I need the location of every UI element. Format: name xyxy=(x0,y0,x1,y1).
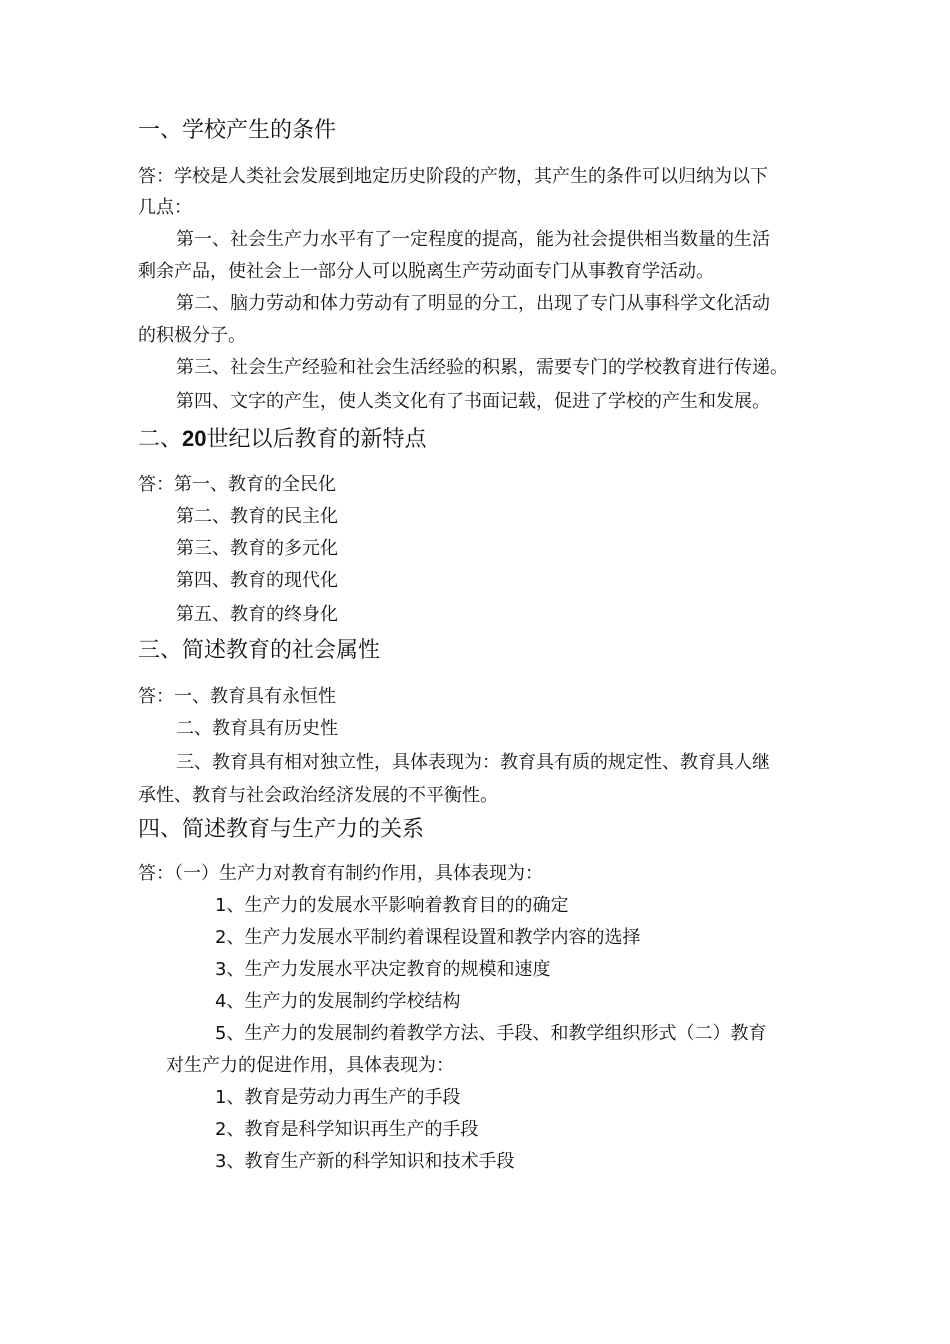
section-2-heading-number: 20 xyxy=(182,426,207,451)
section-4-heading: 四、简述教育与生产力的关系 xyxy=(138,817,425,842)
section-4-line-7: 对生产力的促进作用，具体表现为： xyxy=(166,1055,454,1076)
section-1-line-7: 第三、社会生产经验和社会生活经验的积累，需要专门的学校教育进行传递。 xyxy=(176,357,788,378)
section-4-line-5: 4、生产力的发展制约学校结构 xyxy=(215,991,461,1012)
section-1-line-8: 第四、文字的产生，使人类文化有了书面记载，促进了学校的产生和发展。 xyxy=(176,391,770,412)
section-2-heading-prefix: 二、 xyxy=(138,427,183,452)
section-4-line-4: 3、生产力发展水平决定教育的规模和速度 xyxy=(215,959,551,980)
section-4-line-10: 3、教育生产新的科学知识和技术手段 xyxy=(215,1151,515,1172)
section-3-line-3: 三、教育具有相对独立性，具体表现为：教育具有质的规定性、教育具人继 xyxy=(176,752,770,773)
section-4-line-8: 1、教育是劳动力再生产的手段 xyxy=(215,1087,461,1108)
section-3-line-2: 二、教育具有历史性 xyxy=(176,718,338,739)
section-3-heading: 三、简述教育的社会属性 xyxy=(138,638,381,663)
section-1-line-4: 剩余产品，使社会上一部分人可以脱离生产劳动面专门从事教育学活动。 xyxy=(138,261,714,282)
section-2-heading-suffix: 世纪以后教育的新特点 xyxy=(206,427,427,452)
section-4-line-3: 2、生产力发展水平制约着课程设置和教学内容的选择 xyxy=(215,927,641,948)
section-3-line-1: 答：一、教育具有永恒性 xyxy=(138,686,336,707)
section-4-line-2: 1、生产力的发展水平影响着教育目的的确定 xyxy=(215,895,569,916)
section-1-line-1: 答：学校是人类社会发展到地定历史阶段的产物，其产生的条件可以归纳为以下 xyxy=(138,166,768,187)
section-2-line-5: 第五、教育的终身化 xyxy=(176,604,338,625)
section-3-line-4: 承性、教育与社会政治经济发展的不平衡性。 xyxy=(138,785,498,806)
section-1-line-5: 第二、脑力劳动和体力劳动有了明显的分工，出现了专门从事科学文化活动 xyxy=(176,293,770,314)
section-1-line-3: 第一、社会生产力水平有了一定程度的提高，能为社会提供相当数量的生活 xyxy=(176,229,770,250)
section-4-line-1: 答：（一）生产力对教育有制约作用，具体表现为： xyxy=(138,863,543,884)
section-1-line-2: 几点： xyxy=(138,197,192,218)
section-2-heading xyxy=(138,424,427,455)
section-1-line-6: 的积极分子。 xyxy=(138,325,246,346)
section-2-line-3: 第三、教育的多元化 xyxy=(176,538,338,559)
section-4-line-9: 2、教育是科学知识再生产的手段 xyxy=(215,1119,479,1140)
section-4-line-6: 5、生产力的发展制约着教学方法、手段、和教学组织形式（二）教育 xyxy=(215,1023,767,1044)
section-2-line-1: 答：第一、教育的全民化 xyxy=(138,474,336,495)
section-2-line-2: 第二、教育的民主化 xyxy=(176,506,338,527)
section-1-heading: 一、学校产生的条件 xyxy=(138,118,337,143)
section-2-line-4: 第四、教育的现代化 xyxy=(176,570,338,591)
